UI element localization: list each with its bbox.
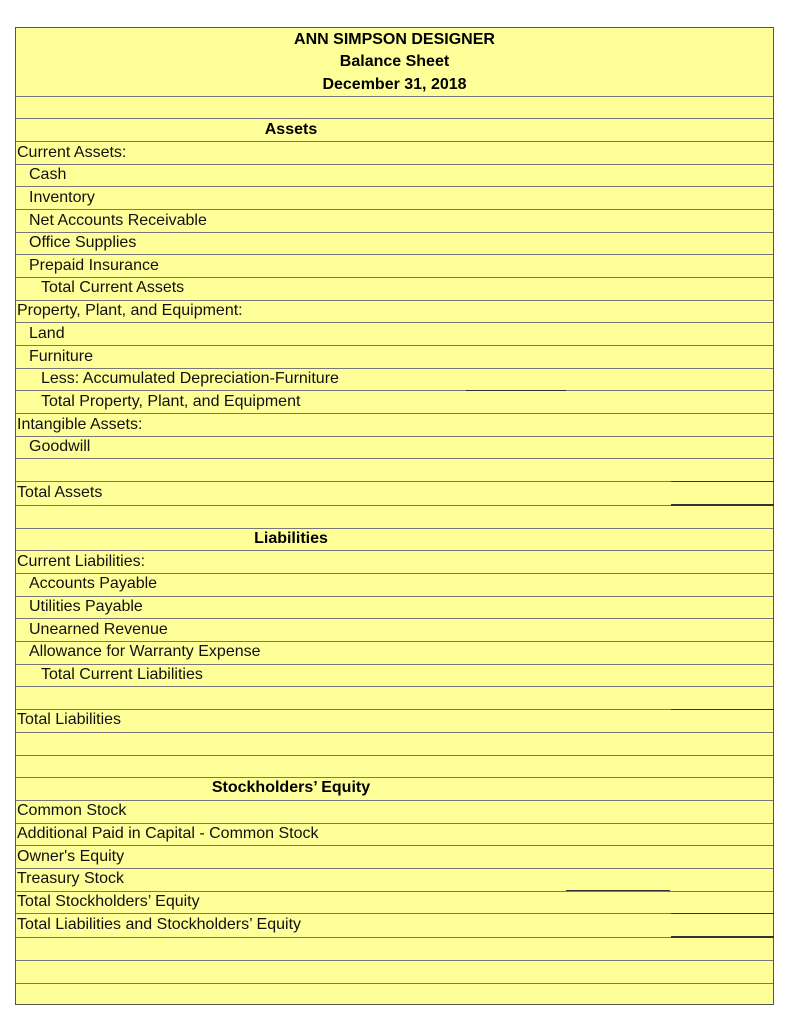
row-divider <box>16 458 773 459</box>
row-divider <box>16 505 773 506</box>
label-inventory: Inventory <box>29 189 95 206</box>
label-total-current-liabilities: Total Current Liabilities <box>41 666 203 683</box>
label-current-liabilities: Current Liabilities: <box>17 553 146 570</box>
label-total-liabilities: Total Liabilities <box>17 711 122 728</box>
underline-total-liabilities <box>671 709 774 710</box>
label-warranty: Allowance for Warranty Expense <box>29 643 261 660</box>
double-underline-total-l-se <box>671 936 774 938</box>
label-land: Land <box>29 325 65 342</box>
row-divider <box>16 141 773 142</box>
underline-total-assets <box>671 481 774 482</box>
label-ppe: Property, Plant, and Equipment: <box>17 302 243 319</box>
row-divider <box>16 436 773 437</box>
row-divider <box>16 709 773 710</box>
row-divider <box>16 186 773 187</box>
label-common-stock: Common Stock <box>17 802 127 819</box>
row-divider <box>16 960 773 961</box>
row-divider <box>16 732 773 733</box>
underline-treasury-stock <box>566 890 670 891</box>
row-divider <box>16 800 773 801</box>
label-cash: Cash <box>29 166 67 183</box>
label-total-liabilities-and-equity: Total Liabilities and Stockholders’ Equity <box>17 916 302 933</box>
company-name: ANN SIMPSON DESIGNER <box>294 31 495 48</box>
label-prepaid-insurance: Prepaid Insurance <box>29 257 159 274</box>
row-divider <box>16 686 773 687</box>
label-owners-equity: Owner's Equity <box>17 848 125 865</box>
label-utilities-payable: Utilities Payable <box>29 598 143 615</box>
section-liabilities: Liabilities <box>254 530 328 547</box>
row-divider <box>16 868 773 869</box>
statement-date: December 31, 2018 <box>322 76 467 93</box>
section-equity: Stockholders’ Equity <box>211 779 371 796</box>
row-divider <box>16 345 773 346</box>
row-divider <box>16 322 773 323</box>
statement-title: Balance Sheet <box>339 53 450 70</box>
balance-sheet <box>15 27 774 1005</box>
row-divider <box>16 983 773 984</box>
label-apic: Additional Paid in Capital - Common Stock <box>17 825 319 842</box>
label-office-supplies: Office Supplies <box>29 234 137 251</box>
label-treasury-stock: Treasury Stock <box>17 870 124 887</box>
label-furniture: Furniture <box>29 348 94 365</box>
row-divider <box>16 164 773 165</box>
label-unearned-revenue: Unearned Revenue <box>29 621 168 638</box>
row-divider <box>16 937 773 938</box>
label-total-stockholders-equity: Total Stockholders’ Equity <box>17 893 200 910</box>
row-divider <box>16 96 773 97</box>
label-accounts-payable: Accounts Payable <box>29 575 158 592</box>
label-intangible-assets: Intangible Assets: <box>17 416 143 433</box>
underline-accum-dep <box>466 390 566 391</box>
row-divider <box>16 528 773 529</box>
underline-total-equity <box>671 913 774 914</box>
label-total-current-assets: Total Current Assets <box>41 279 185 296</box>
label-accumulated-depreciation: Less: Accumulated Depreciation-Furniture <box>41 370 339 387</box>
row-divider <box>16 755 773 756</box>
label-goodwill: Goodwill <box>29 438 91 455</box>
label-net-accounts-receivable: Net Accounts Receivable <box>29 212 207 229</box>
row-divider <box>16 481 773 482</box>
label-current-assets: Current Assets: <box>17 144 127 161</box>
label-total-assets: Total Assets <box>17 484 103 501</box>
row-divider <box>16 118 773 119</box>
section-assets: Assets <box>264 121 318 138</box>
double-underline-total-assets <box>671 504 774 506</box>
row-divider <box>16 845 773 846</box>
label-total-ppe: Total Property, Plant, and Equipment <box>41 393 301 410</box>
